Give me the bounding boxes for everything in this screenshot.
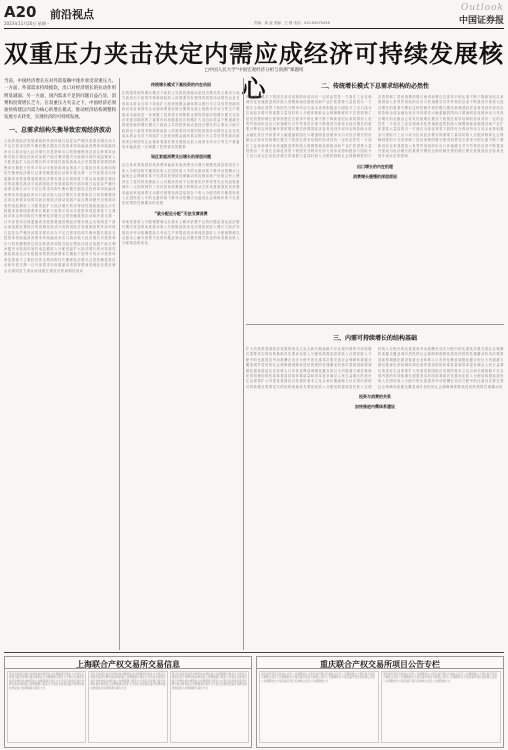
section-heading-1: 一、总需求结构失衡导致宏观经济波动: [8, 126, 111, 134]
text-block: 当前我国经济发展面临的外部环境日趋复杂严峻内部需求增长动力不足总需求结构失衡问题长期存在投资率持续偏高消费率持续偏低净出口波动较大经济增长对投资和出口的依赖程度过高这种需求结构导致宏观经济波动加剧产能过剩问题突出资源环境约束趋紧收入分配差距扩大经济增长的可持续性面临挑战从历史数据来看我国消费率长期低于世界平均水平投资率则显著高于主要经济体这种结构性失衡使经济增长过度依赖投资拉动和外需支撑一旦外部需求出现萎缩或者投资增速放缓经济增长就会出现明显下滑从而加剧宏观经济的周期性波动当前我国经济发展面临的外部环境日趋复杂严峻内部需求增长动力不足总需求结构失衡问题长期存在投资率持续偏高消费率持续偏低净出口波动较大经济增长对投资和出口的依赖程度过高这种需求结构导致宏观经济波动加剧产能过剩问题突出资源环境约束趋紧收入分配差距扩大经济增长的可持续性面临挑战从历史数据来看我国消费率长期低于世界平均水平投资率则显著高于主要经济体这种结构性失衡使经济增长过度依赖投资拉动和外需支撑一旦外部需求出现萎缩或者投资增速放缓经济增长就会出现明显下滑从而加剧宏观经济的周期性波动当前我国经济发展面临的外部环境日趋复杂严峻内部需求增长动力不足总需求结构失衡问题长期存在投资率持续偏高消费率持续偏低净出口波动较大经济增长对投资和出口的依赖程度过高这种需求结构导致宏观经济波动加剧产能过剩问题突出资源环境约束趋紧收入分配差距扩大经济增长的可持续性面临挑战从历史数据来看我国消费率长期低于世界平均水平投资率则显著高于主要经济体这种结构性失衡使经济增长过度依赖投资拉动和外需支撑一旦外部需求出现萎缩或者投资增速放缓经济增长就会出现明显下滑从而加剧宏观经济的周期性波动: [4, 138, 116, 273]
text-block: 扩大内需是我国经济发展的基本立足点和长期战略方针实现内需的可持续增长需要坚实的结构基础首先要优化收入分配结构提高居民收入在国民收入分配中的比重提高劳动报酬在初次分配中的比重其次要完善社会保障体系健全覆盖城乡居民的社会保障制度降低居民的预防性储蓄动机再次要推进新型城镇化建设促进农业转移人口市民化释放城镇化蕴含的巨大内需潜力最后要深化供给侧结构性改革提高供给体系质量和效率更好满足人民日益增长的美好生活需要扩大内需是我国经济发展的基本立足点和长期战略方针实现内需的可持续增长需要坚实的结构基础首先要优化收入分配结构提高居民收入在国民收入分配中的比重提高劳动报酬在初次分配中的比重其次要完善社会保障体系健全覆盖城乡居民的社会保障制度降低居民的预防性储蓄动机再次要推进新型城镇化建设促进农业转移人口市民化释放城镇化蕴含的巨大内需潜力最后要深化供给侧结构性改革提高供给体系质量和效率更好满足人民日益增长的美好生活需要扩大内需是我国经济发展的基本立足点和长期战略方针实现内需的可持续增长需要坚实的结构基础首先要优化收入分配结构提高居民收入在国民收入分配中的比重提高劳动报酬在初次分配中的比重其次要完善社会保障体系健全覆盖城乡居民的社会保障制度降低居民的预防性储蓄动机: [246, 347, 504, 389]
subsection-heading-2: 出口增长的内在机理: [357, 163, 393, 169]
article-headline: 双重压力夹击决定内需应成经济可持续发展核心: [4, 40, 504, 103]
text-block: 从总体来看我国居民消费率偏低家庭消费支出增长缓慢其深层原因在于收入分配结构失衡居民收入在国民收入中的比重持续下降劳动报酬占比偏低社会保障体系不完善居民预防性储蓄动机较强房地产价格过快上涨挤压了居民的消费能力公共服务供给不足教育医疗养老等支出负担较重城乡二元结构制约了农村居民消费潜力的释放从总体来看我国居民消费率偏低家庭消费支出增长缓慢其深层原因在于收入分配结构失衡居民收入在国民收入中的比重持续下降劳动报酬占比偏低社会保障体系不完善居民预防性储蓄动机较强: [122, 163, 240, 206]
section-heading-3: 三、内需可持续增长的结构基础: [332, 335, 417, 342]
ad-listing: 项目名称项目编号挂牌价格挂牌起始日挂牌期满日联系方式项目名称项目编号挂牌价格挂牌起始日挂牌期满日联系方式项目名称项目编号挂牌价格挂牌起始日挂牌期满日联系方式项目名称项目编号挂牌价格挂牌起始日挂牌期满日联系方式项目名称项目编号挂牌价格挂牌起始日挂牌期满日联系方式: [7, 671, 86, 743]
article-lead: 当前，中国经济增长在对外需依赖中逐步承受双重压力。一方面，外部需求持续疲软，出口对经济增长的拉动作用明显减弱；另一方面，国内需求不足的问题日益凸显，消费和投资增长乏力。在双重压力夹击之下，中国经济必须加快构建以内需为核心的增长模式，推动经济结构调整和发展方式转变，实现经济的可持续发展。: [4, 79, 116, 121]
date-line: 2023年11月20日 星期一: [4, 21, 50, 26]
ad-listing: 项目编号项目名称转让底价公告期限转让方项目编号项目名称转让底价公告期限转让方项目编号项目名称转让底价公告期限转让方项目编号项目名称转让底价公告期限转让方项目编号项目名称转让底价公告期限转让方项目编号项目名称转让底价公告期限转让方: [381, 671, 501, 743]
subsection-heading-4: 误区家庭消费支出增长的深层问题: [151, 154, 211, 160]
column-1: [4, 78, 116, 650]
column-divider: [119, 78, 120, 650]
section-heading-2: 二、传统增长模式下总需求结构的必然性: [320, 83, 429, 90]
ads-divider: [4, 652, 504, 653]
ad-chongqing-exchange: [256, 656, 504, 748]
page-number: A20: [4, 3, 37, 21]
section-title: 前沿视点: [50, 8, 94, 21]
subsection-heading-7: 加快推进内需体系建设: [355, 404, 395, 410]
logo-chinese: 中国证券报: [458, 16, 504, 26]
text-block: 传统增长模式下我国总需求结构的形成具有一定的必然性一方面在工业化和城市化快速推进的阶段大规模基础设施建设和产业扩张需要大量投资另一方面在全球化背景下我国充分利用劳动力成本优势积极参与国际分工出口成为拉动经济增长的重要力量同时收入分配体制和社会保障制度的不完善抑制了居民消费的增长使得消费在总需求中的比重不断下降新世纪以来我国加入世界贸易组织后出口快速增长对外贸易依存度不断提高外需成为经济增长的重要引擎但这种依赖外需的增长模式使我国经济容易受到外部冲击的影响全球金融危机后外部需求大幅萎缩我国出口增速明显放缓净出口对经济增长的贡献由正转负传统增长模式下我国总需求结构的形成具有一定的必然性一方面在工业化和城市化快速推进的阶段大规模基础设施建设和产业扩张需要大量投资另一方面在全球化背景下我国充分利用劳动力成本优势积极参与国际分工出口成为拉动经济增长的重要力量同时收入分配体制和社会保障制度的不完善抑制了居民消费的增长使得消费在总需求中的比重不断下降新世纪以来我国加入世界贸易组织后出口快速增长对外贸易依存度不断提高外需成为经济增长的重要引擎但这种依赖外需的增长模式使我国经济容易受到外部冲击的影响全球金融危机后外部需求大幅萎缩我国出口增速明显放缓净出口对经济增长的贡献由正转负传统增长模式下我国总需求结构的形成具有一定的必然性一方面在工业化和城市化快速推进的阶段大规模基础设施建设和产业扩张需要大量投资另一方面在全球化背景下我国充分利用劳动力成本优势积极参与国际分工出口成为拉动经济增长的重要力量同时收入分配体制和社会保障制度的不完善抑制了居民消费的增长使得消费在总需求中的比重不断下降新世纪以来我国加入世界贸易组织后出口快速增长对外贸易依存度不断提高外需成为经济增长的重要引擎但这种依赖外需的增长模式使我国经济容易受到外部冲击的影响: [246, 95, 504, 159]
article-byline: □中国人民大学“中国宏观经济分析与预测”课题组: [204, 68, 304, 73]
newspaper-logo: [459, 3, 504, 26]
column-divider: [243, 78, 244, 650]
subsection-heading-6: 投资与消费的关系: [359, 394, 391, 400]
ad-content-left: [5, 669, 251, 745]
ad-shanghai-exchange: [4, 656, 252, 748]
ad-title-left: 上海联合产权交易所交易信息: [5, 657, 251, 669]
ad-content-right: [257, 669, 503, 745]
text-block: 在我国传统的增长模式下政府主导的投资驱动是经济增长的主要动力地方政府出于政绩考核和财政收入的需要具有强烈的投资冲动国有企业在低成本资金支持下持续扩大投资规模金融体系以银行为主导信贷资源向政府项目和国有企业倾斜要素价格长期被压低土地资本劳动力等生产要素成本偏低进一步刺激了投资需求的膨胀这种投资驱动型增长模式在经济发展初期发挥了重要作用但随着经济规模扩大其边际效益不断递减在我国传统的增长模式下政府主导的投资驱动是经济增长的主要动力地方政府出于政绩考核和财政收入的需要具有强烈的投资冲动国有企业在低成本资金支持下持续扩大投资规模金融体系以银行为主导信贷资源向政府项目和国有企业倾斜要素价格长期被压低土地资本劳动力等生产要素成本偏低进一步刺激了投资需求的膨胀: [122, 91, 240, 150]
page-header: [4, 3, 504, 29]
ad-listing: 项目编号项目名称转让底价公告期限转让方项目编号项目名称转让底价公告期限转让方项目编号项目名称转让底价公告期限转让方项目编号项目名称转让底价公告期限转让方项目编号项目名称转让底价公告期限转让方项目编号项目名称转让底价公告期限转让方: [259, 671, 379, 743]
subsection-heading-5: “就分配论分配”无法支撑消费: [154, 210, 208, 216]
ad-title-right: 重庆联合产权交易所项目公告专栏: [257, 657, 503, 669]
column-2: [122, 78, 240, 650]
text-block: 单纯依靠收入分配调整难以从根本上解决消费不足的问题必须从经济增长模式转变的角度推动收入分配格局的优化实现居民收入增长与经济发展同步劳动报酬提高与劳动生产率提高同步单纯依靠收入分配调整难以从根本上解决消费不足的问题必须从经济增长模式转变的角度推动收入分配格局的优化: [122, 219, 240, 246]
subsection-heading-3: 消费增长缓慢的深层原因: [353, 173, 397, 179]
subsection-heading-1: 传统增长模式下高投资的内在动因: [151, 82, 211, 87]
ad-listing: 项目名称项目编号挂牌价格挂牌起始日挂牌期满日联系方式项目名称项目编号挂牌价格挂牌起始日挂牌期满日联系方式项目名称项目编号挂牌价格挂牌起始日挂牌期满日联系方式项目名称项目编号挂牌价格挂牌起始日挂牌期满日联系方式项目名称项目编号挂牌价格挂牌起始日挂牌期满日联系方式: [88, 671, 167, 743]
column-3-lower: [246, 330, 504, 650]
column-3-upper: [246, 78, 504, 318]
section-divider: [246, 324, 504, 325]
editor-line: 责编：周 凌 美编：王 强 电话：010-63070458: [254, 21, 330, 25]
logo-english: Outlook: [461, 3, 504, 13]
ad-listing: 项目名称项目编号挂牌价格挂牌起始日挂牌期满日联系方式项目名称项目编号挂牌价格挂牌起始日挂牌期满日联系方式项目名称项目编号挂牌价格挂牌起始日挂牌期满日联系方式项目名称项目编号挂牌价格挂牌起始日挂牌期满日联系方式项目名称项目编号挂牌价格挂牌起始日挂牌期满日联系方式: [170, 671, 249, 743]
